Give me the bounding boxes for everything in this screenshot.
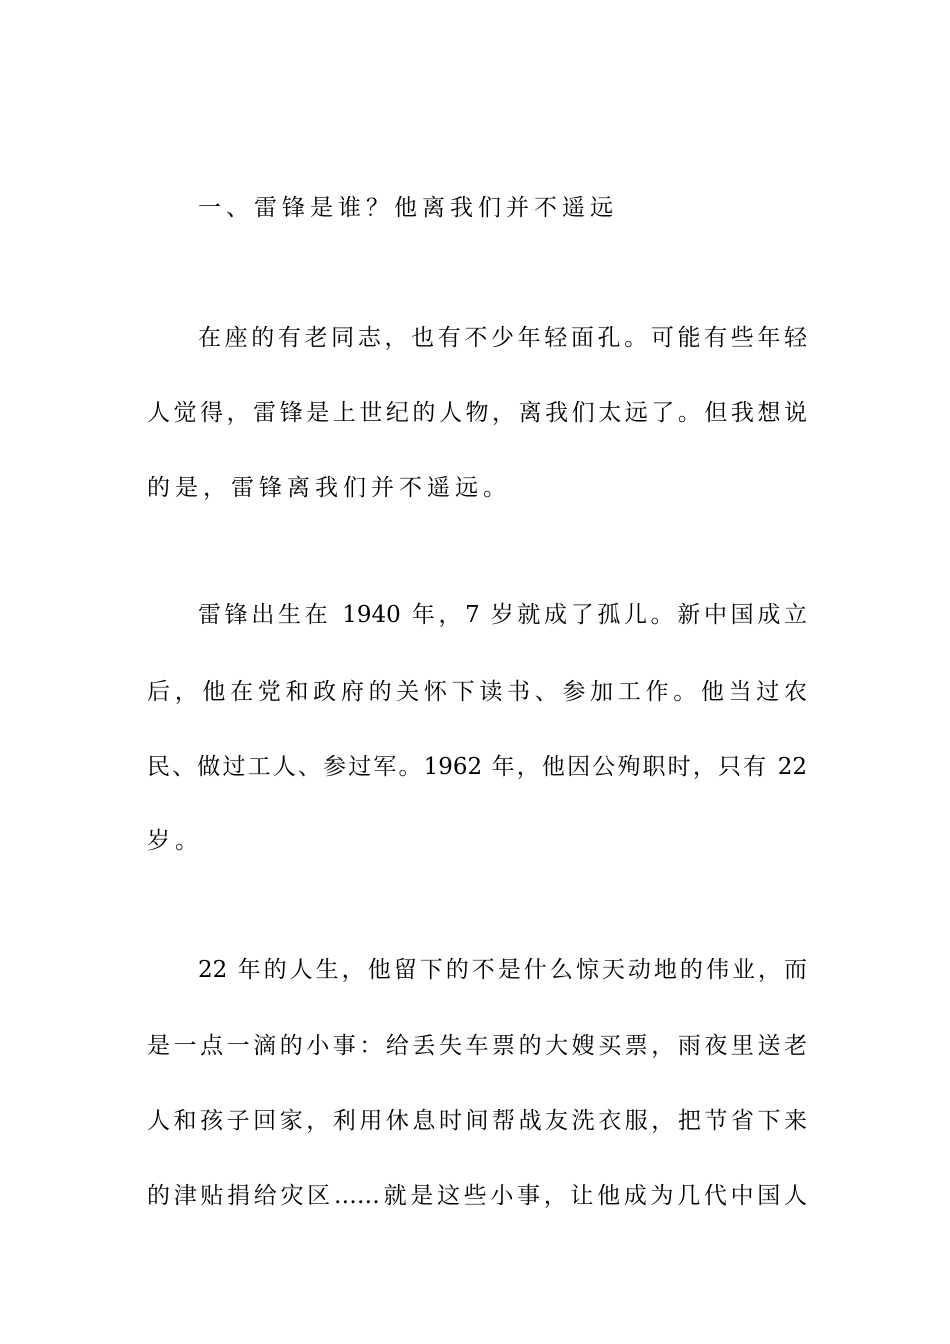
paragraph-line: 后，他在党和政府的关怀下读书、参加工作。他当过农 [147, 679, 807, 705]
paragraph-line: 是一点一滴的小事：给丢失车票的大嫂买票，雨夜里送老 [147, 1033, 807, 1059]
paragraph-line: 岁。 [147, 828, 203, 854]
paragraph-line: 民、做过工人、参过军。1962 年，他因公殉职时，只有 22 [147, 754, 807, 780]
paragraph-line: 22 年的人生，他留下的不是什么惊天动地的伟业，而 [198, 957, 807, 983]
paragraph-line: 在座的有老同志，也有不少年轻面孔。可能有些年轻 [198, 325, 807, 351]
paragraph-line: 人和孩子回家，利用休息时间帮战友洗衣服，把节省下来 [147, 1108, 807, 1134]
paragraph-line: 人觉得，雷锋是上世纪的人物，离我们太远了。但我想说 [147, 400, 807, 426]
paragraph-line: 雷锋出生在 1940 年，7 岁就成了孤儿。新中国成立 [198, 602, 807, 628]
paragraph-line: 的是，雷锋离我们并不遥远。 [147, 475, 511, 501]
paragraph-line: 的津贴捐给灾区……就是这些小事，让他成为几代中国人 [147, 1183, 807, 1209]
section-heading: 一、雷锋是谁？他离我们并不遥远 [198, 195, 618, 221]
